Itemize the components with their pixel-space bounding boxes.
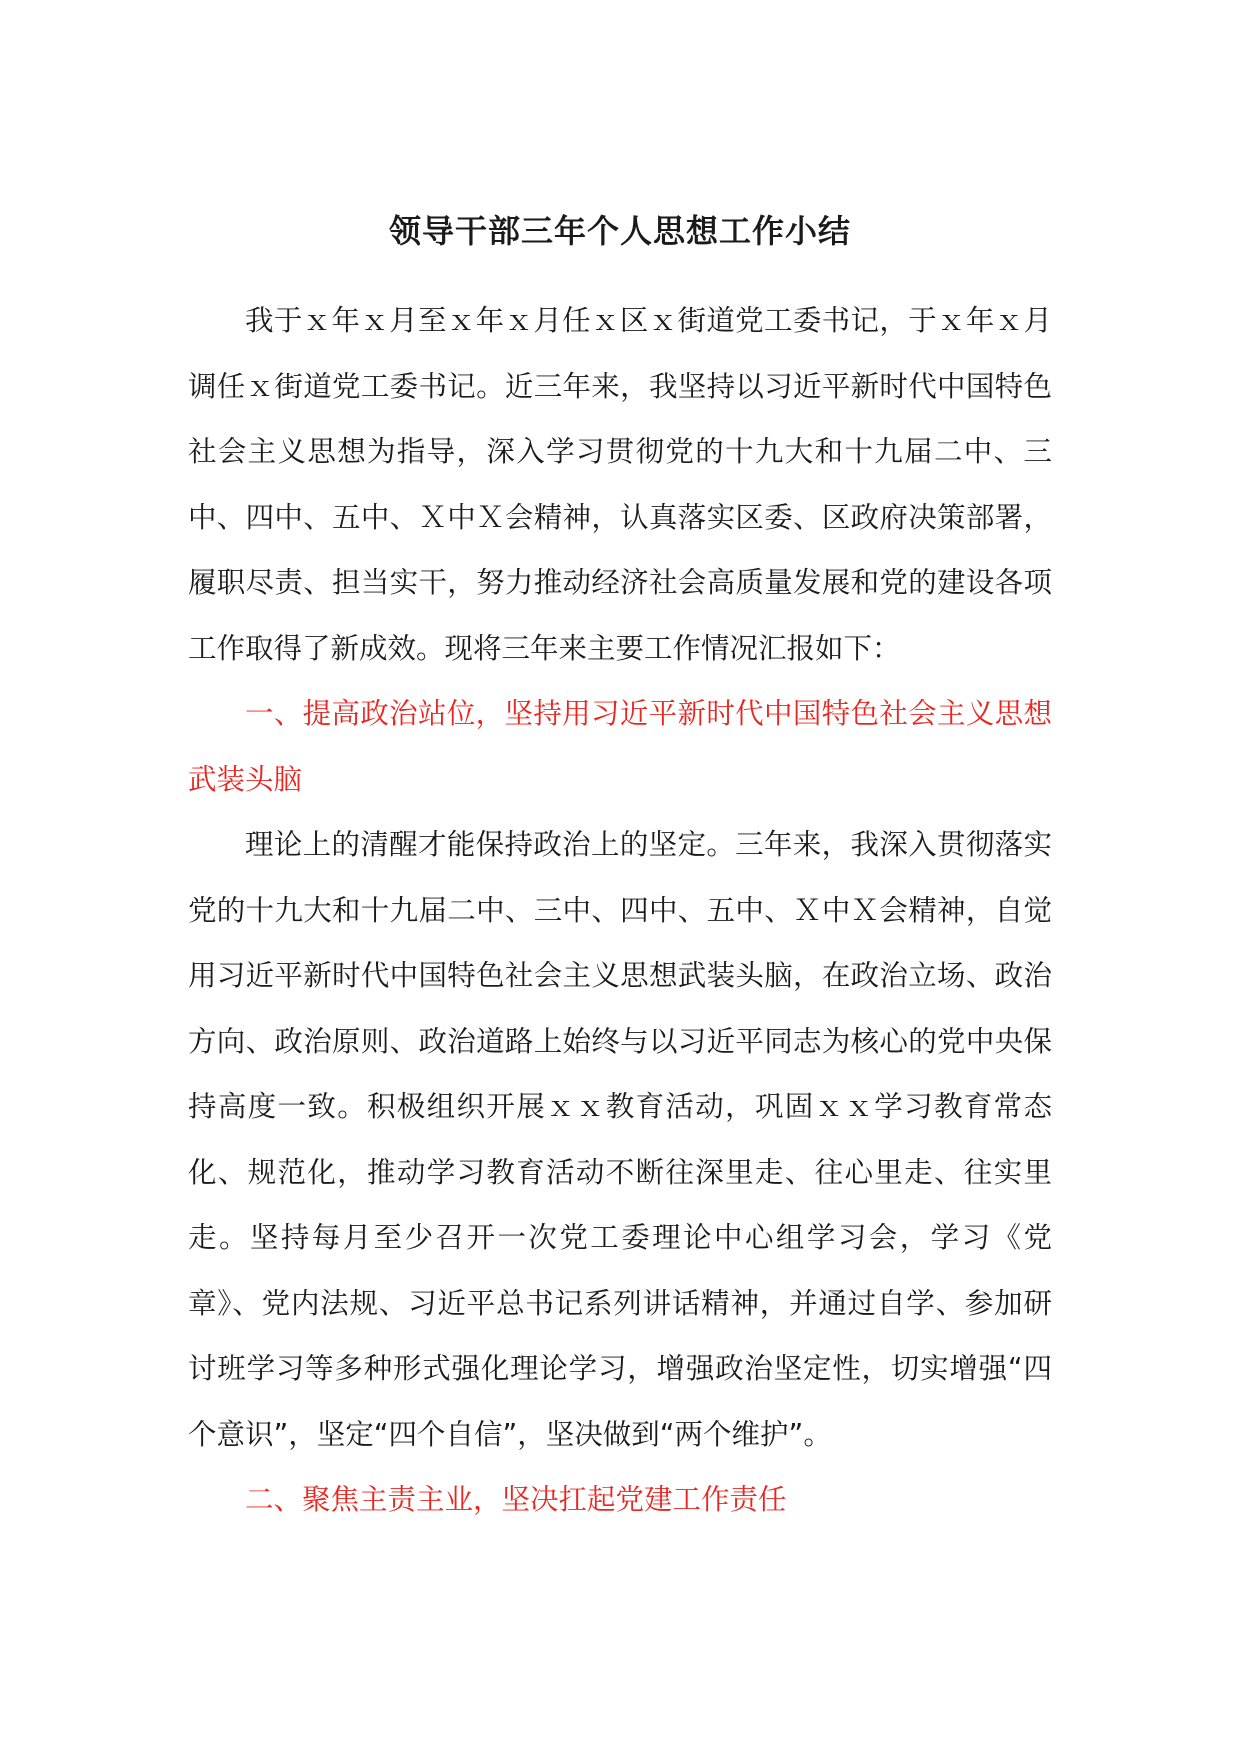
document-page [188,198,1052,1533]
section-1-body: 理论上的清醒才能保持政治上的坚定。三年来，我深入贯彻落实党的十九大和十九届二中、三中、四中、五中、Ｘ中Ｘ会精神，自觉用习近平新时代中国特色社会主义思想武装头脑，在政治立场、政治方向、政治原则、政治道路上始终与以习近平同志为核心的党中央保持高度一致。积极组织开展ｘｘ教育活动，巩固ｘｘ学习教育常态化、规范化，推动学习教育活动不断往深里走、往心里走、往实里走。坚持每月至少召开一次党工委理论中心组学习会，学习《党章》、党内法规、习近平总书记系列讲话精神，并通过自学、参加研讨班学习等多种形式强化理论学习，增强政治坚定性，切实增强“四个意识”，坚定“四个自信”，坚决做到“两个维护”。 [188,828,1052,1451]
section-2-heading: 二、聚焦主责主业，坚决扛起党建工作责任 [245,1483,787,1516]
intro-paragraph: 我于ｘ年ｘ月至ｘ年ｘ月任ｘ区ｘ街道党工委书记，于ｘ年ｘ月调任ｘ街道党工委书记。近三年来，我坚持以习近平新时代中国特色社会主义思想为指导，深入学习贯彻党的十九大和十九届二中、三中、四中、五中、Ｘ中Ｘ会精神，认真落实区委、区政府决策部署，履职尽责、担当实干，努力推动经济社会高质量发展和党的建设各项工作取得了新成效。现将三年来主要工作情况汇报如下： [188,304,1052,665]
document-title: 领导干部三年个人思想工作小结 [388,212,851,250]
section-1-heading: 一、提高政治站位，坚持用习近平新时代中国特色社会主义思想武装头脑 [188,697,1052,796]
